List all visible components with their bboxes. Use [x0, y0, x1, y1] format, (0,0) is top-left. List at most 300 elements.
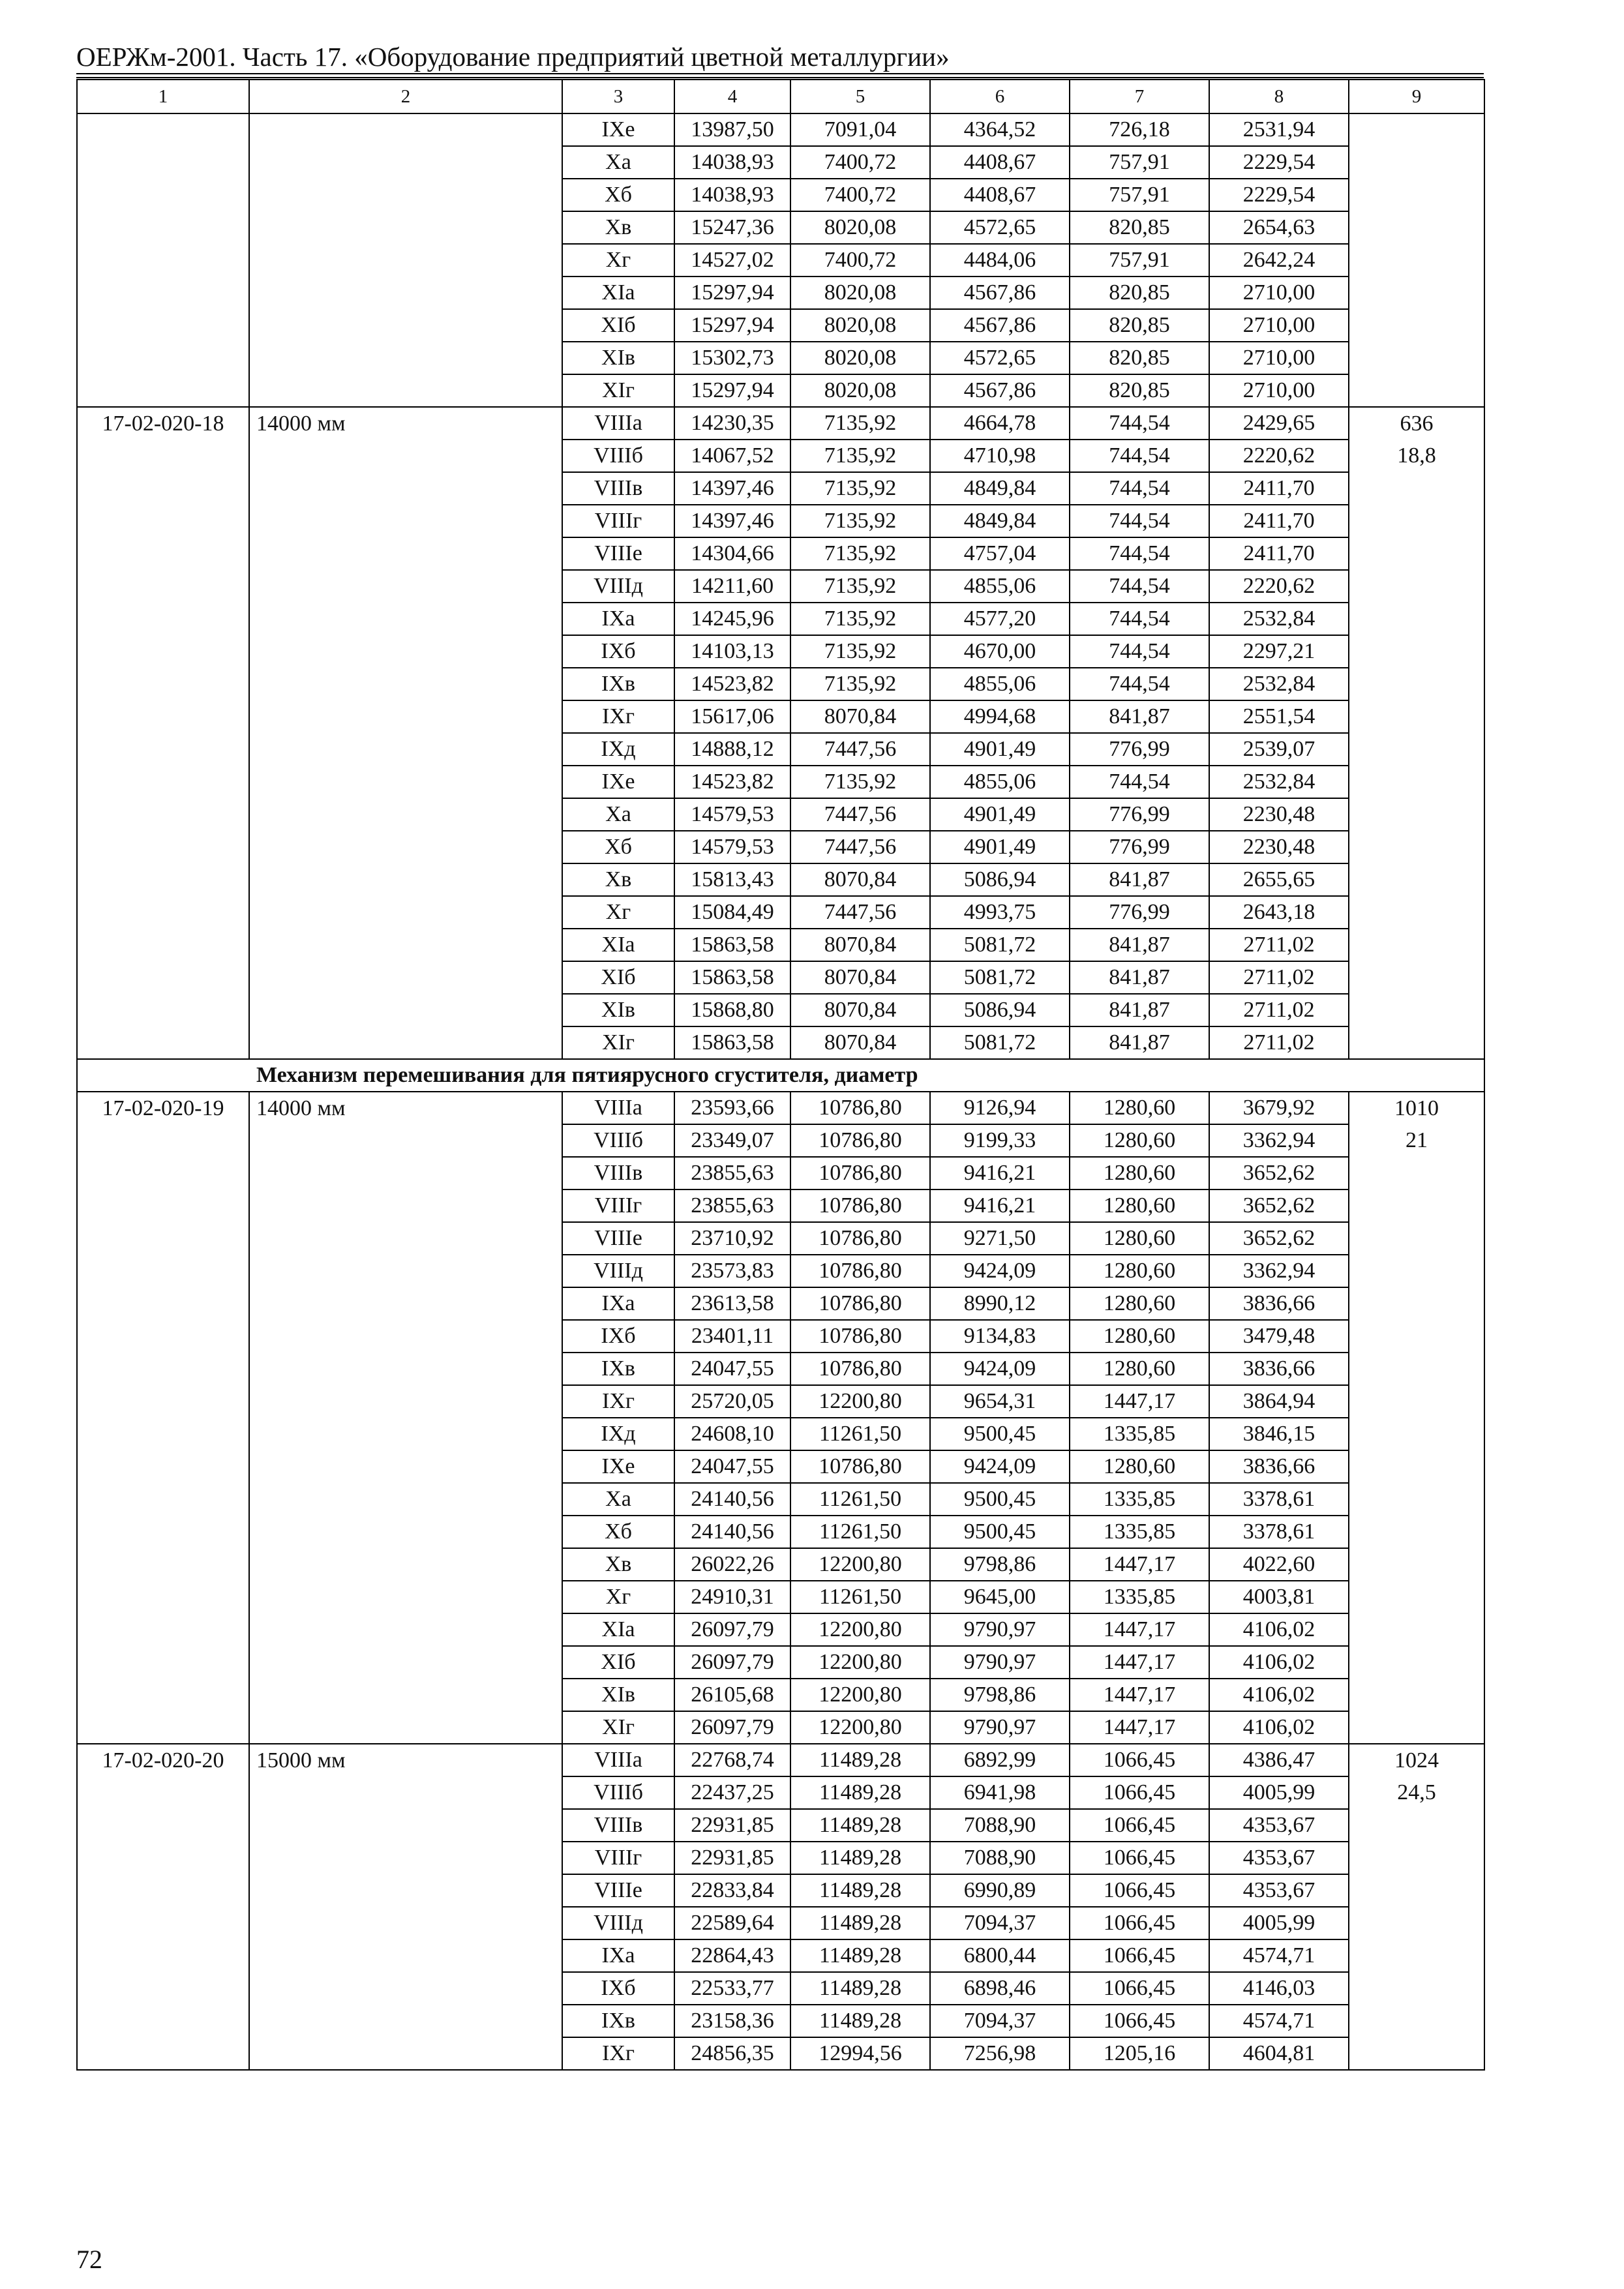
- mass-cell: [1349, 1385, 1484, 1418]
- class-cell: IXв: [562, 668, 674, 700]
- description-cell: [249, 374, 562, 407]
- materials-cell: 3836,66: [1209, 1353, 1349, 1385]
- machinist-wages-cell: 1447,17: [1070, 1548, 1209, 1581]
- wages-cell: 11489,28: [790, 1939, 930, 1972]
- materials-cell: 2711,02: [1209, 961, 1349, 994]
- mass-cell: [1349, 766, 1484, 798]
- code-cell: [77, 472, 249, 505]
- machine-cost-cell: 4572,65: [930, 211, 1070, 244]
- code-cell: [77, 113, 249, 146]
- machine-cost-cell: 4757,04: [930, 537, 1070, 570]
- materials-cell: 2539,07: [1209, 733, 1349, 766]
- mass-cell: [1349, 733, 1484, 766]
- table-row: [77, 342, 1484, 374]
- table-row: [77, 733, 1484, 766]
- machinist-wages-cell: 1280,60: [1070, 1124, 1209, 1157]
- total-cost-cell: 23593,66: [674, 1092, 790, 1124]
- materials-cell: 3378,61: [1209, 1483, 1349, 1516]
- total-cost-cell: 22833,84: [674, 1874, 790, 1907]
- table-row: [77, 1026, 1484, 1059]
- wages-cell: 8070,84: [790, 700, 930, 733]
- class-cell: XIб: [562, 309, 674, 342]
- code-cell: [77, 896, 249, 929]
- materials-cell: 2642,24: [1209, 244, 1349, 277]
- wages-cell: 12200,80: [790, 1646, 930, 1679]
- machine-cost-cell: 4484,06: [930, 244, 1070, 277]
- total-cost-cell: 15297,94: [674, 277, 790, 309]
- total-cost-cell: 23613,58: [674, 1287, 790, 1320]
- total-cost-cell: 23401,11: [674, 1320, 790, 1353]
- code-cell: [77, 374, 249, 407]
- code-cell: [77, 668, 249, 700]
- column-number: 8: [1209, 80, 1349, 113]
- class-cell: VIIIг: [562, 1842, 674, 1874]
- code-cell: [77, 1907, 249, 1939]
- materials-cell: 2710,00: [1209, 277, 1349, 309]
- mass-cell: [1349, 1157, 1484, 1189]
- table-row: [77, 1744, 1484, 1776]
- code-cell: [77, 1385, 249, 1418]
- table-row: [77, 1189, 1484, 1222]
- description-cell: [249, 1026, 562, 1059]
- machinist-wages-cell: 820,85: [1070, 211, 1209, 244]
- code-cell: [77, 342, 249, 374]
- machine-cost-cell: 4567,86: [930, 374, 1070, 407]
- class-cell: XIг: [562, 1711, 674, 1744]
- class-cell: Xг: [562, 244, 674, 277]
- materials-cell: 4353,67: [1209, 1842, 1349, 1874]
- machine-cost-cell: 7094,37: [930, 1907, 1070, 1939]
- description-cell: [249, 1483, 562, 1516]
- description-cell: [249, 1646, 562, 1679]
- total-cost-cell: 15863,58: [674, 1026, 790, 1059]
- description-cell: [249, 2037, 562, 2070]
- machine-cost-cell: 9416,21: [930, 1189, 1070, 1222]
- wages-cell: 8070,84: [790, 863, 930, 896]
- description-cell: [249, 277, 562, 309]
- mass-cell: [1349, 244, 1484, 277]
- description-cell: [249, 1842, 562, 1874]
- wages-cell: 8070,84: [790, 994, 930, 1026]
- mass-cell: [1349, 896, 1484, 929]
- materials-cell: 2643,18: [1209, 896, 1349, 929]
- code-cell: 17-02-020-18: [77, 407, 249, 440]
- class-cell: IXб: [562, 635, 674, 668]
- mass-cell: [1349, 211, 1484, 244]
- table-row: [77, 1255, 1484, 1287]
- machine-cost-cell: 9654,31: [930, 1385, 1070, 1418]
- description-cell: [249, 179, 562, 211]
- total-cost-cell: 26097,79: [674, 1646, 790, 1679]
- machinist-wages-cell: 841,87: [1070, 961, 1209, 994]
- wages-cell: 7135,92: [790, 472, 930, 505]
- total-cost-cell: 14579,53: [674, 798, 790, 831]
- class-cell: VIIIa: [562, 407, 674, 440]
- machinist-wages-cell: 776,99: [1070, 896, 1209, 929]
- machine-cost-cell: 4408,67: [930, 146, 1070, 179]
- machine-cost-cell: 5086,94: [930, 994, 1070, 1026]
- wages-cell: 10786,80: [790, 1092, 930, 1124]
- machine-cost-cell: 9500,45: [930, 1418, 1070, 1450]
- table-row: [77, 635, 1484, 668]
- class-cell: Xa: [562, 146, 674, 179]
- machinist-wages-cell: 744,54: [1070, 537, 1209, 570]
- total-cost-cell: 15297,94: [674, 374, 790, 407]
- total-cost-cell: 14245,96: [674, 603, 790, 635]
- wages-cell: 11489,28: [790, 1809, 930, 1842]
- wages-cell: 8020,08: [790, 309, 930, 342]
- wages-cell: 7135,92: [790, 570, 930, 603]
- table-row: [77, 1613, 1484, 1646]
- materials-cell: 4353,67: [1209, 1874, 1349, 1907]
- description-cell: [249, 994, 562, 1026]
- materials-cell: 2229,54: [1209, 179, 1349, 211]
- total-cost-cell: 26097,79: [674, 1613, 790, 1646]
- description-cell: [249, 1874, 562, 1907]
- total-cost-cell: 14038,93: [674, 179, 790, 211]
- column-number: 7: [1070, 80, 1209, 113]
- materials-cell: 2711,02: [1209, 929, 1349, 961]
- class-cell: XIг: [562, 1026, 674, 1059]
- table-row: [77, 1776, 1484, 1809]
- code-cell: [77, 1776, 249, 1809]
- materials-cell: 3836,66: [1209, 1287, 1349, 1320]
- machinist-wages-cell: 1066,45: [1070, 1939, 1209, 1972]
- machinist-wages-cell: 1280,60: [1070, 1092, 1209, 1124]
- wages-cell: 8020,08: [790, 374, 930, 407]
- table-row: [77, 896, 1484, 929]
- wages-cell: 7135,92: [790, 407, 930, 440]
- wages-cell: 8020,08: [790, 277, 930, 309]
- class-cell: Xa: [562, 798, 674, 831]
- class-cell: XIв: [562, 342, 674, 374]
- total-cost-cell: 22589,64: [674, 1907, 790, 1939]
- machine-cost-cell: 4364,52: [930, 113, 1070, 146]
- materials-cell: 3836,66: [1209, 1450, 1349, 1483]
- total-cost-cell: 14103,13: [674, 635, 790, 668]
- machinist-wages-cell: 776,99: [1070, 733, 1209, 766]
- class-cell: VIIIд: [562, 570, 674, 603]
- mass-cell: [1349, 635, 1484, 668]
- description-cell: [249, 1776, 562, 1809]
- machinist-wages-cell: 1066,45: [1070, 1972, 1209, 2005]
- machinist-wages-cell: 744,54: [1070, 440, 1209, 472]
- machinist-wages-cell: 820,85: [1070, 277, 1209, 309]
- total-cost-cell: 23573,83: [674, 1255, 790, 1287]
- description-cell: [249, 2005, 562, 2037]
- description-cell: [249, 1939, 562, 1972]
- machinist-wages-cell: 757,91: [1070, 146, 1209, 179]
- code-cell: [77, 1418, 249, 1450]
- total-cost-cell: 14527,02: [674, 244, 790, 277]
- machine-cost-cell: 9424,09: [930, 1450, 1070, 1483]
- description-cell: [249, 146, 562, 179]
- description-cell: [249, 211, 562, 244]
- total-cost-cell: 14038,93: [674, 146, 790, 179]
- mass-cell: [1349, 1613, 1484, 1646]
- code-cell: [77, 146, 249, 179]
- code-cell: [77, 603, 249, 635]
- machine-cost-cell: 4901,49: [930, 798, 1070, 831]
- table-row: [77, 309, 1484, 342]
- code-cell: [77, 994, 249, 1026]
- materials-cell: 2220,62: [1209, 440, 1349, 472]
- class-cell: XIб: [562, 1646, 674, 1679]
- table-row: [77, 1809, 1484, 1842]
- class-cell: IXг: [562, 2037, 674, 2070]
- mass-cell: [1349, 277, 1484, 309]
- code-cell: [77, 1353, 249, 1385]
- machinist-wages-cell: 1335,85: [1070, 1516, 1209, 1548]
- machine-cost-cell: 9500,45: [930, 1516, 1070, 1548]
- table-row: [77, 472, 1484, 505]
- machinist-wages-cell: 757,91: [1070, 179, 1209, 211]
- description-cell: [249, 1320, 562, 1353]
- table-row: [77, 1711, 1484, 1744]
- wages-cell: 10786,80: [790, 1189, 930, 1222]
- machinist-wages-cell: 1447,17: [1070, 1679, 1209, 1711]
- mass-cell: [1349, 1255, 1484, 1287]
- mass-cell: [1349, 1222, 1484, 1255]
- class-cell: XIa: [562, 277, 674, 309]
- wages-cell: 11489,28: [790, 1907, 930, 1939]
- wages-cell: 11489,28: [790, 1776, 930, 1809]
- section-heading-row: [77, 1059, 1484, 1092]
- description-cell: [249, 1255, 562, 1287]
- class-cell: Xг: [562, 896, 674, 929]
- class-cell: VIIIa: [562, 1092, 674, 1124]
- wages-cell: 10786,80: [790, 1320, 930, 1353]
- description-cell: [249, 961, 562, 994]
- code-cell: [77, 1842, 249, 1874]
- total-cost-cell: 23158,36: [674, 2005, 790, 2037]
- materials-cell: 3846,15: [1209, 1418, 1349, 1450]
- description-cell: [249, 309, 562, 342]
- machine-cost-cell: 7256,98: [930, 2037, 1070, 2070]
- mass-cell: [1349, 309, 1484, 342]
- description-cell: [249, 635, 562, 668]
- table-row: [77, 1353, 1484, 1385]
- wages-cell: 7400,72: [790, 244, 930, 277]
- machine-cost-cell: 9126,94: [930, 1092, 1070, 1124]
- mass-cell: [1349, 603, 1484, 635]
- mass-cell: [1349, 1026, 1484, 1059]
- table-row: [77, 2037, 1484, 2070]
- class-cell: XIб: [562, 961, 674, 994]
- code-cell: [77, 1189, 249, 1222]
- description-cell: 15000 мм: [249, 1744, 562, 1776]
- code-cell: [77, 961, 249, 994]
- machinist-wages-cell: 744,54: [1070, 407, 1209, 440]
- code-cell: [77, 863, 249, 896]
- table-row: [77, 374, 1484, 407]
- machinist-wages-cell: 1280,60: [1070, 1320, 1209, 1353]
- mass-cell: [1349, 1646, 1484, 1679]
- total-cost-cell: 15302,73: [674, 342, 790, 374]
- materials-cell: 3378,61: [1209, 1516, 1349, 1548]
- class-cell: Xб: [562, 1516, 674, 1548]
- machine-cost-cell: 4855,06: [930, 668, 1070, 700]
- total-cost-cell: 14523,82: [674, 766, 790, 798]
- wages-cell: 7135,92: [790, 766, 930, 798]
- machinist-wages-cell: 744,54: [1070, 570, 1209, 603]
- machine-cost-cell: 6892,99: [930, 1744, 1070, 1776]
- total-cost-cell: 15297,94: [674, 309, 790, 342]
- column-numbers-row: [77, 80, 1484, 113]
- table-row: [77, 407, 1484, 440]
- mass-cell: [1349, 1516, 1484, 1548]
- wages-cell: 11261,50: [790, 1581, 930, 1613]
- total-cost-cell: 24608,10: [674, 1418, 790, 1450]
- machine-cost-cell: 8990,12: [930, 1287, 1070, 1320]
- table-row: [77, 668, 1484, 700]
- machine-cost-cell: 7094,37: [930, 2005, 1070, 2037]
- machinist-wages-cell: 1335,85: [1070, 1418, 1209, 1450]
- description-cell: [249, 1548, 562, 1581]
- table-row: [77, 994, 1484, 1026]
- machinist-wages-cell: 1280,60: [1070, 1157, 1209, 1189]
- mass-cell: [1349, 1418, 1484, 1450]
- column-number: 5: [790, 80, 930, 113]
- materials-cell: 2532,84: [1209, 766, 1349, 798]
- materials-cell: 2229,54: [1209, 146, 1349, 179]
- description-cell: [249, 603, 562, 635]
- wages-cell: 7447,56: [790, 831, 930, 863]
- table-row: [77, 1516, 1484, 1548]
- mass-cell: [1349, 1809, 1484, 1842]
- machine-cost-cell: 6898,46: [930, 1972, 1070, 2005]
- class-cell: Xa: [562, 1483, 674, 1516]
- table-row: [77, 277, 1484, 309]
- materials-cell: 2411,70: [1209, 472, 1349, 505]
- wages-cell: 7447,56: [790, 896, 930, 929]
- code-cell: [77, 1972, 249, 2005]
- wages-cell: 7135,92: [790, 668, 930, 700]
- class-cell: Xв: [562, 211, 674, 244]
- total-cost-cell: 14888,12: [674, 733, 790, 766]
- description-cell: [249, 733, 562, 766]
- code-cell: [77, 211, 249, 244]
- description-cell: [249, 1189, 562, 1222]
- class-cell: VIIIa: [562, 1744, 674, 1776]
- wages-cell: 8070,84: [790, 961, 930, 994]
- wages-cell: 11489,28: [790, 1842, 930, 1874]
- machinist-wages-cell: 744,54: [1070, 505, 1209, 537]
- class-cell: VIIIд: [562, 1907, 674, 1939]
- table-row: [77, 961, 1484, 994]
- table-row: [77, 2005, 1484, 2037]
- mass-cell: [1349, 146, 1484, 179]
- materials-cell: 3652,62: [1209, 1222, 1349, 1255]
- description-cell: [249, 863, 562, 896]
- machine-cost-cell: 4855,06: [930, 570, 1070, 603]
- table-row: [77, 211, 1484, 244]
- header-rule: [76, 77, 1484, 78]
- total-cost-cell: 15247,36: [674, 211, 790, 244]
- description-cell: [249, 570, 562, 603]
- materials-cell: 2297,21: [1209, 635, 1349, 668]
- description-cell: [249, 1418, 562, 1450]
- mass-cell: [1349, 1842, 1484, 1874]
- table-row: [77, 1222, 1484, 1255]
- table-row: [77, 1320, 1484, 1353]
- price-table: [76, 79, 1485, 2071]
- code-cell: [77, 635, 249, 668]
- materials-cell: 4005,99: [1209, 1907, 1349, 1939]
- class-cell: VIIIв: [562, 1157, 674, 1189]
- total-cost-cell: 14579,53: [674, 831, 790, 863]
- machinist-wages-cell: 1447,17: [1070, 1385, 1209, 1418]
- machine-cost-cell: 5081,72: [930, 961, 1070, 994]
- total-cost-cell: 26097,79: [674, 1711, 790, 1744]
- machinist-wages-cell: 1066,45: [1070, 1874, 1209, 1907]
- machinist-wages-cell: 1205,16: [1070, 2037, 1209, 2070]
- mass-cell: [1349, 2005, 1484, 2037]
- code-cell: [77, 1874, 249, 1907]
- column-number: 2: [249, 80, 562, 113]
- table-row: [77, 1287, 1484, 1320]
- table-row: [77, 1385, 1484, 1418]
- mass-cell: [1349, 1972, 1484, 2005]
- total-cost-cell: 15868,80: [674, 994, 790, 1026]
- mass-cell: 21: [1349, 1124, 1484, 1157]
- table-row: [77, 113, 1484, 146]
- class-cell: VIIIг: [562, 1189, 674, 1222]
- total-cost-cell: 26105,68: [674, 1679, 790, 1711]
- machinist-wages-cell: 1447,17: [1070, 1613, 1209, 1646]
- machine-cost-cell: 9199,33: [930, 1124, 1070, 1157]
- materials-cell: 4574,71: [1209, 2005, 1349, 2037]
- header-rule: [76, 73, 1484, 74]
- machine-cost-cell: 9645,00: [930, 1581, 1070, 1613]
- mass-cell: [1349, 342, 1484, 374]
- section-heading: Механизм перемешивания для пятиярусного сгустителя, диаметр: [77, 1059, 1484, 1092]
- total-cost-cell: 14067,52: [674, 440, 790, 472]
- machinist-wages-cell: 1066,45: [1070, 1809, 1209, 1842]
- class-cell: IXв: [562, 2005, 674, 2037]
- machinist-wages-cell: 744,54: [1070, 472, 1209, 505]
- column-number: 6: [930, 80, 1070, 113]
- mass-cell: [1349, 1679, 1484, 1711]
- machinist-wages-cell: 841,87: [1070, 994, 1209, 1026]
- total-cost-cell: 24140,56: [674, 1516, 790, 1548]
- total-cost-cell: 24856,35: [674, 2037, 790, 2070]
- description-cell: [249, 1385, 562, 1418]
- description-cell: [249, 244, 562, 277]
- wages-cell: 7135,92: [790, 505, 930, 537]
- machine-cost-cell: 7088,90: [930, 1842, 1070, 1874]
- machinist-wages-cell: 1280,60: [1070, 1353, 1209, 1385]
- materials-cell: 2531,94: [1209, 113, 1349, 146]
- materials-cell: 4106,02: [1209, 1613, 1349, 1646]
- table-row: [77, 1548, 1484, 1581]
- mass-cell: 18,8: [1349, 440, 1484, 472]
- description-cell: [249, 1124, 562, 1157]
- description-cell: [249, 1809, 562, 1842]
- code-cell: [77, 831, 249, 863]
- total-cost-cell: 22437,25: [674, 1776, 790, 1809]
- class-cell: Xв: [562, 1548, 674, 1581]
- machinist-wages-cell: 1280,60: [1070, 1287, 1209, 1320]
- total-cost-cell: 14397,46: [674, 505, 790, 537]
- class-cell: XIa: [562, 1613, 674, 1646]
- wages-cell: 11261,50: [790, 1418, 930, 1450]
- mass-cell: [1349, 668, 1484, 700]
- code-cell: [77, 1483, 249, 1516]
- class-cell: IXд: [562, 733, 674, 766]
- table-row: [77, 929, 1484, 961]
- machinist-wages-cell: 1335,85: [1070, 1483, 1209, 1516]
